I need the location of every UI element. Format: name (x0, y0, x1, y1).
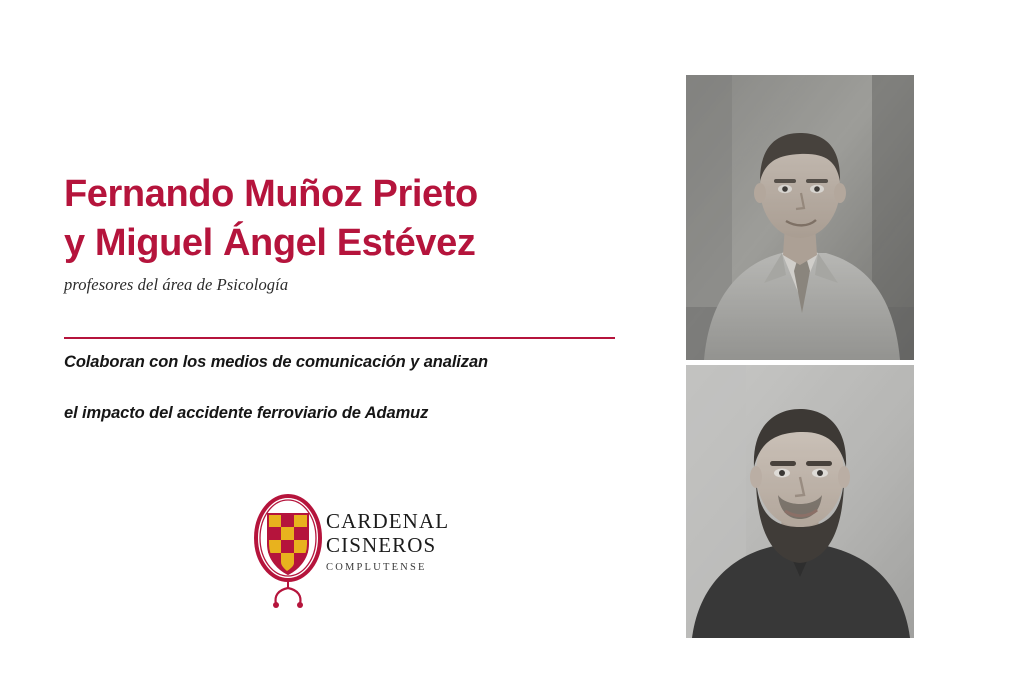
portrait-photo-top (686, 75, 914, 360)
headline-line-2: y Miguel Ángel Estévez (64, 221, 476, 264)
body-line-1: Colaboran con los medios de comunicación y analizan (64, 353, 488, 371)
portrait-photo-bottom (686, 365, 914, 638)
horizontal-rule (64, 337, 615, 339)
page-title (64, 170, 624, 267)
shield-icon (252, 492, 324, 610)
logo-name-line-1: CARDENAL (326, 509, 450, 533)
logo-name-line-2: CISNEROS (326, 532, 437, 557)
headline-line-1: Fernando Muñoz Prieto (64, 173, 478, 215)
logo (252, 492, 482, 612)
body-text (64, 353, 644, 455)
headline-block (64, 170, 624, 295)
subtitle: profesores del área de Psicología (64, 275, 289, 295)
logo-wordmark (326, 510, 486, 573)
logo-subtitle: COMPLUTENSE (326, 562, 427, 574)
body-line-2: el impacto del accidente ferroviario de Adamuz (64, 404, 429, 422)
